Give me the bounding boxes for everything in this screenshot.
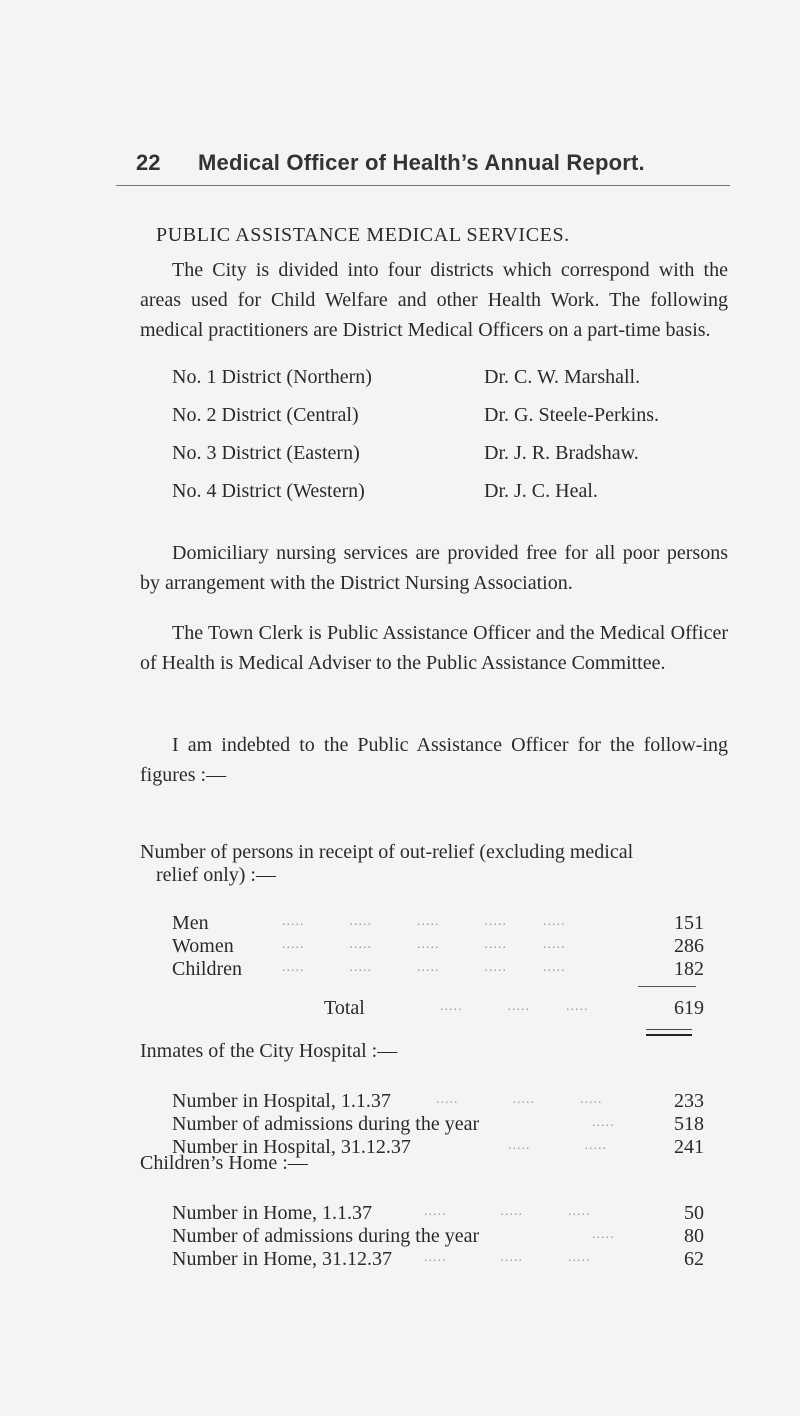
section-title: PUBLIC ASSISTANCE MEDICAL SERVICES. [156, 224, 570, 246]
row-value: 182 [674, 958, 704, 980]
row-value: 50 [684, 1202, 704, 1224]
row-label: Number in Home, 1.1.37 [172, 1202, 372, 1224]
district-name: No. 1 District (Northern) [172, 366, 372, 388]
out-relief-heading-line2: relief only) :— [156, 864, 276, 886]
paragraph-indebted [140, 730, 728, 790]
table-row [172, 1090, 732, 1113]
paragraph-town-clerk-text: The Town Clerk is Public Assistance Officer and the Medical Officer of Health is Medical Adviser to the Public Assistance Committee. [140, 622, 728, 674]
childrens-home-table [172, 1202, 732, 1271]
leader-dots: ..... ..... ..... [440, 999, 589, 1014]
district-name: No. 2 District (Central) [172, 404, 359, 426]
row-label: Number in Hospital, 1.1.37 [172, 1090, 391, 1112]
hospital-table [172, 1090, 732, 1159]
row-value: 241 [674, 1136, 704, 1158]
header-rule [116, 185, 730, 186]
row-value: 518 [674, 1113, 704, 1135]
childrens-home-heading: Children’s Home :— [140, 1152, 308, 1174]
out-relief-table [172, 912, 732, 981]
out-relief-heading [140, 841, 730, 887]
row-label: Women [172, 935, 234, 957]
table-row [172, 1225, 732, 1248]
row-value: 62 [684, 1248, 704, 1270]
row-label: Number in Home, 31.12.37 [172, 1248, 392, 1270]
table-row [172, 1248, 732, 1271]
paragraph-intro [140, 255, 728, 345]
paragraph-town-clerk [140, 618, 728, 678]
row-value: 286 [674, 935, 704, 957]
table-row [172, 912, 732, 935]
total-row [172, 997, 732, 1020]
leader-dots: ..... ..... ..... [424, 1204, 591, 1219]
total-label: Total [324, 997, 365, 1019]
district-officer: Dr. J. C. Heal. [484, 480, 598, 502]
leader-dots: ..... ..... ..... [424, 1250, 591, 1265]
paragraph-nursing [140, 538, 728, 598]
table-row [172, 1202, 732, 1225]
district-name: No. 4 District (Western) [172, 480, 365, 502]
row-value: 151 [674, 912, 704, 934]
district-officer: Dr. G. Steele-Perkins. [484, 404, 659, 426]
paragraph-intro-text: The City is divided into four districts which correspond with the areas used for Child Welfare and other Health Work. The following medical practitioners are District Medical Officers on a part-time basis. [140, 259, 728, 341]
hospital-heading: Inmates of the City Hospital :— [140, 1040, 398, 1062]
total-double-rule [646, 1029, 692, 1036]
table-row [172, 958, 732, 981]
row-label: Children [172, 958, 242, 980]
row-value: 233 [674, 1090, 704, 1112]
row-value: 80 [684, 1225, 704, 1247]
total-value: 619 [674, 997, 704, 1019]
leader-dots: ..... ..... ..... ..... ..... [282, 937, 566, 952]
district-officer: Dr. C. W. Marshall. [484, 366, 641, 388]
district-name: No. 3 District (Eastern) [172, 442, 360, 464]
page-number: 22 [136, 150, 161, 175]
leader-dots: ..... ..... [508, 1138, 607, 1153]
row-label: Number in Hospital, 31.12.37 [172, 1136, 411, 1158]
leader-dots: ..... [592, 1227, 615, 1242]
leader-dots: ..... [592, 1115, 615, 1130]
row-label: Men [172, 912, 209, 934]
paragraph-indebted-text: I am indebted to the Public Assistance Officer for the follow-ing figures :— [140, 734, 728, 786]
district-officer: Dr. J. R. Bradshaw. [484, 442, 639, 464]
total-rule [638, 986, 696, 987]
paragraph-nursing-text: Domiciliary nursing services are provided free for all poor persons by arrangement with the District Nursing Association. [140, 542, 728, 594]
table-row [172, 1113, 732, 1136]
table-row [172, 935, 732, 958]
row-label: Number of admissions during the year [172, 1225, 480, 1247]
out-relief-heading-line1: Number of persons in receipt of out-relief (excluding medical [140, 841, 634, 863]
row-label: Number of admissions during the year [172, 1113, 480, 1135]
running-header-title: Medical Officer of Health’s Annual Report. [198, 150, 645, 175]
leader-dots: ..... ..... ..... [436, 1092, 603, 1107]
leader-dots: ..... ..... ..... ..... ..... [282, 914, 566, 929]
leader-dots: ..... ..... ..... ..... ..... [282, 960, 566, 975]
